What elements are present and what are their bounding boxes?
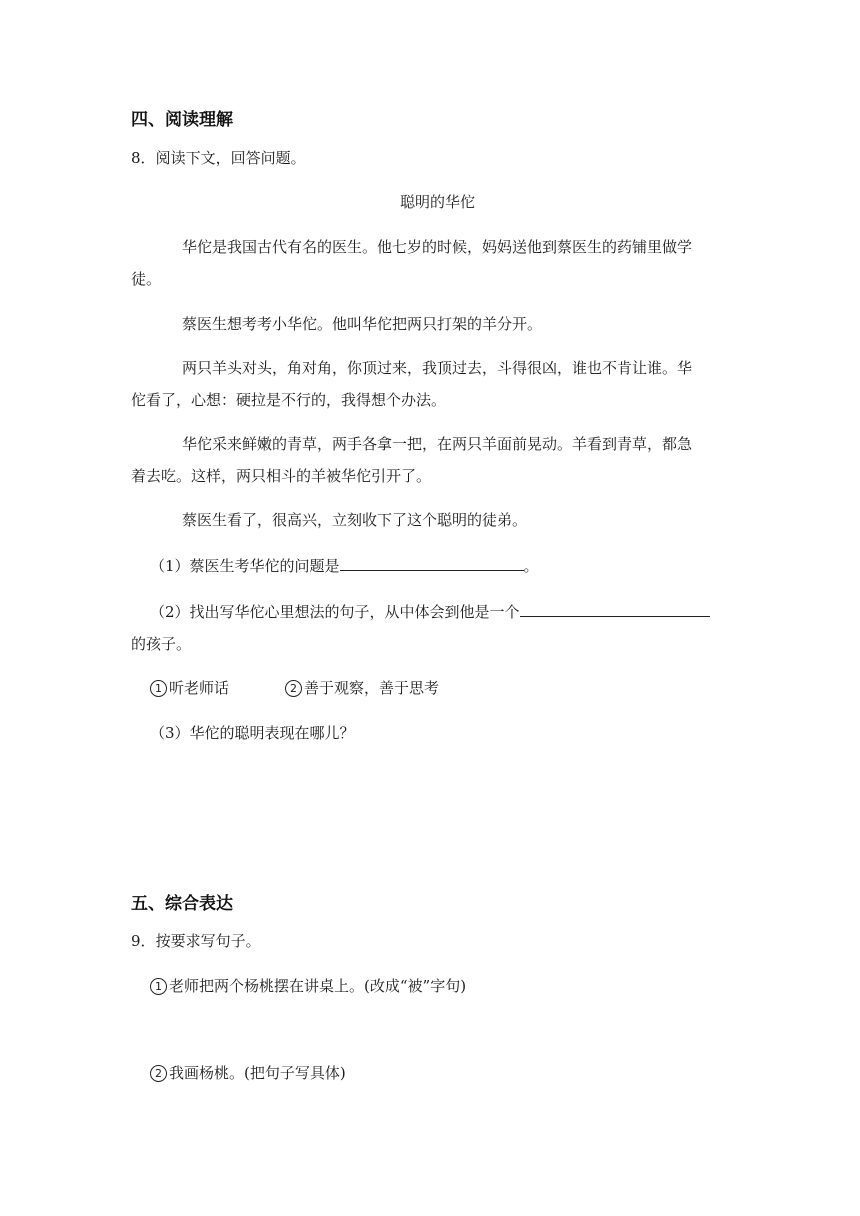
rewrite-item-2 [150,1062,346,1083]
question-number: 9 [131,932,141,950]
circled-number-1: 1 [150,978,167,995]
answer-blank-2[interactable] [520,602,710,617]
passage-paragraph-2: 蔡医生想考考小华佗。他叫华佗把两只打架的羊分开。 [182,315,543,333]
sub-question-1-text: （1）蔡医生考华佗的问题是 [150,557,340,575]
passage-paragraph-3-line-1: 两只羊头对头，角对角，你顶过来，我顶过去，斗得很凶，谁也不肯让谁。华 [182,359,693,377]
answer-area-3[interactable] [131,752,729,862]
passage-paragraph-4-line-2: 着去吃。这样，两只相斗的羊被华佗引开了。 [131,467,432,485]
option-2[interactable] [285,677,439,698]
question-9: 9．按要求写句子。 [131,932,261,950]
rewrite-item-1 [150,975,466,996]
question-8: 8．阅读下文，回答问题。 [131,149,306,167]
answer-area-item-2[interactable] [150,1090,728,1160]
sub-question-2 [150,601,710,622]
section-heading: 五、综合表达 [131,894,233,914]
rewrite-item-2-text: 我画杨桃。(把句子写具体) [169,1064,346,1082]
circled-number-2: 2 [150,1065,167,1082]
question-number: 8 [131,149,141,167]
sub-question-2-line-2: 的孩子。 [131,635,192,653]
passage-paragraph-1-line-2: 徒。 [131,270,162,288]
sub-question-2-text: （2）找出写华佗心里想法的句子，从中体会到他是一个 [150,603,520,621]
section-heading: 四、阅读理解 [131,110,233,130]
circled-number-1: 1 [150,680,167,697]
option-2-text: 善于观察，善于思考 [304,679,440,697]
question-text: 按要求写句子。 [155,932,261,950]
sub-question-3: （3）华佗的聪明表现在哪儿？ [150,724,355,742]
passage-paragraph-4-line-1: 华佗采来鲜嫩的青草，两手各拿一把，在两只羊面前晃动。羊看到青草，都急 [182,435,693,453]
sub-question-1: （1）蔡医生考华佗的问题是 。 [150,557,539,575]
passage-title: 聪明的华佗 [400,193,476,211]
option-1-text: 听老师话 [169,679,230,697]
answer-area-item-1[interactable] [150,1002,728,1057]
circled-number-2: 2 [285,680,302,697]
passage-paragraph-5: 蔡医生看了，很高兴，立刻收下了这个聪明的徒弟。 [182,511,528,529]
answer-blank-1[interactable] [340,556,524,571]
passage-paragraph-3-line-2: 佗看了，心想：硬拉是不行的，我得想个办法。 [131,391,447,409]
rewrite-item-1-text: 老师把两个杨桃摆在讲桌上。(改成“被”字句) [169,977,467,995]
option-1[interactable] [150,677,229,698]
question-text: 阅读下文，回答问题。 [155,149,306,167]
passage-paragraph-1-line-1: 华佗是我国古代有名的医生。他七岁的时候，妈妈送他到蔡医生的药铺里做学 [182,238,693,256]
